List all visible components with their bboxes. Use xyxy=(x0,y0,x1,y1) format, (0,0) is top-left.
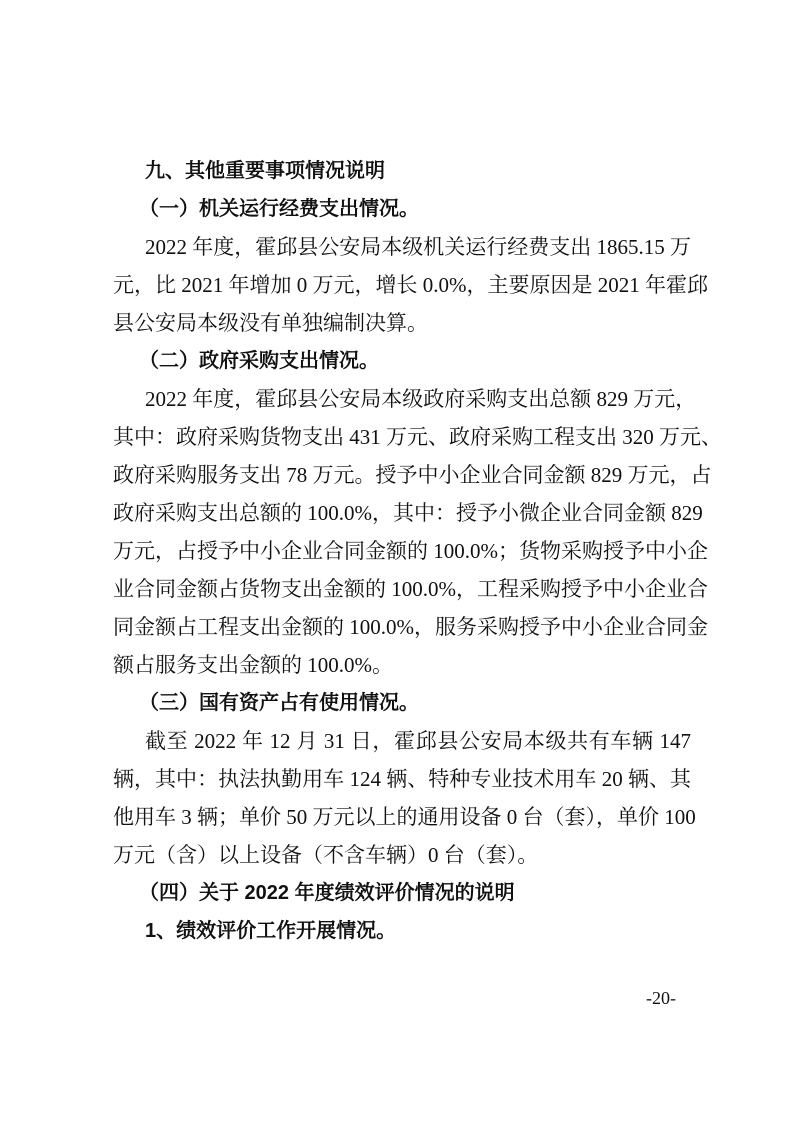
paragraph-line: 政府采购支出总额的 100.0%，其中：授予小微企业合同金额 829 xyxy=(113,501,703,525)
page-number: -20- xyxy=(646,988,676,1008)
paragraph-line: 辆，其中：执法执勤用车 124 辆、特种专业技术用车 20 辆、其 xyxy=(113,767,691,791)
paragraph-line: 万元，占授予中小企业合同金额的 100.0%；货物采购授予中小企 xyxy=(113,539,708,563)
paragraph-line: 同金额占工程支出金额的 100.0%，服务采购授予中小企业合同金 xyxy=(113,615,708,639)
section-title: 九、其他重要事项情况说明 xyxy=(145,160,385,182)
document-body xyxy=(113,152,722,950)
paragraph-line: 他用车 3 辆；单价 50 万元以上的通用设备 0 台（套），单价 100 xyxy=(113,805,696,829)
subsection-heading-2: （二）政府采购支出情况。 xyxy=(139,350,379,372)
paragraph-line: 业合同金额占货物支出金额的 100.0%，工程采购授予中小企业合 xyxy=(113,577,708,601)
paragraph-line: 政府采购服务支出 78 万元。授予中小企业合同金额 829 万元，占 xyxy=(113,463,712,487)
paragraph-line: 2022 年度，霍邱县公安局本级政府采购支出总额 829 万元， xyxy=(145,387,697,411)
subsection-heading-4: （四）关于 2022 年度绩效评价情况的说明 xyxy=(139,882,515,904)
item-heading-1: 1、绩效评价工作开展情况。 xyxy=(145,920,397,942)
paragraph-line: 元，比 2021 年增加 0 万元，增长 0.0%，主要原因是 2021 年霍邱 xyxy=(113,273,708,297)
paragraph-line: 万元（含）以上设备（不含车辆）0 台（套）。 xyxy=(113,843,539,867)
subsection-heading-3: （三）国有资产占有使用情况。 xyxy=(139,692,419,714)
paragraph-line: 截至 2022 年 12 月 31 日，霍邱县公安局本级共有车辆 147 xyxy=(145,729,691,753)
subsection-heading-1: （一）机关运行经费支出情况。 xyxy=(139,198,419,220)
paragraph-line: 2022 年度，霍邱县公安局本级机关运行经费支出 1865.15 万 xyxy=(145,235,691,259)
paragraph-line: 县公安局本级没有单独编制决算。 xyxy=(113,311,428,335)
paragraph-line: 其中：政府采购货物支出 431 万元、政府采购工程支出 320 万元、 xyxy=(113,425,722,449)
paragraph-line: 额占服务支出金额的 100.0%。 xyxy=(113,653,393,677)
